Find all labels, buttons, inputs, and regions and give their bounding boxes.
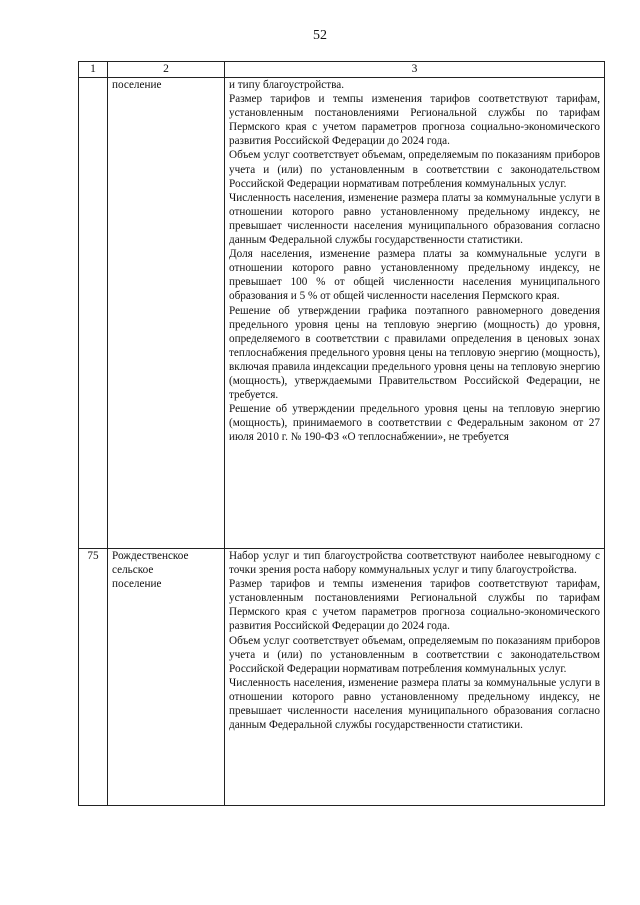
description-paragraph: Решение об утверждении графика поэтапного равномерного доведения предельного уровня цены на тепловую энергию (мощность) до уровня, определяемого в соответствии с правилами определения в ценовых зонах теплоснабжения предельного уровня цены на тепловую энергию (мощность), включая правила индексации предельного уровня цены на тепловую энергию (мощность), утверждаемыми Правительством Российской Федерации, не требуется. [229,304,600,402]
settlement-name [108,78,225,549]
settlement-name-line: поселение [112,79,162,91]
description-paragraph: Размер тарифов и темпы изменения тарифов соответствуют тарифам, установленным постановлениями Региональной службы по тарифам Пермского края с учетом параметров прогноза социально-экономического развития Российской Федерации до 2024 года. [229,578,600,633]
column-header-3: 3 [225,62,605,78]
description-paragraph: Размер тарифов и темпы изменения тарифов соответствуют тарифам, установленным постановлениями Региональной службы по тарифам Пермского края с учетом параметров прогноза социально-экономического развития Российской Федерации до 2024 года. [229,93,600,148]
column-header-2: 2 [108,62,225,78]
table-row [79,549,605,806]
table-row [79,78,605,549]
description-cell [225,78,605,549]
description-paragraph: Численность населения, изменение размера платы за коммунальные услуги в отношении которого равно установленному предельному индексу, не превышает численности населения муниципального образования согласно данным Федеральной службы государственности статистики. [229,676,600,732]
row-number [79,78,108,549]
description-paragraph: Решение об утверждении предельного уровня цены на тепловую энергию (мощность), принимаемого в соответствии с Федеральным законом от 27 июля 2010 г. № 190-ФЗ «О теплоснабжении», не требуется [229,403,600,444]
settlement-name-line: поселение [112,578,162,591]
settlement-name-line: Рождественское [112,550,189,562]
table-header-row [79,62,605,78]
page-number: 52 [313,28,327,43]
settlement-name-line: сельское [112,564,154,577]
description-paragraph: Доля населения, изменение размера платы за коммунальные услуги в отношении которого равно установленному предельному индексу, не превышает 100 % от общей численности населения муниципального образования и 5 % от общей численности населения Пермского края. [229,248,600,303]
description-paragraph: Численность населения, изменение размера платы за коммунальные услуги в отношении которого равно установленному предельному индексу, не превышает численности населения муниципального образования согласно данным Федеральной службы государственности статистики. [229,191,600,247]
description-paragraph: Набор услуг и тип благоустройства соответствуют наиболее невыгодному с точки зрения роста набору коммунальных услуг и типу благоустройства. [229,550,600,577]
column-header-1: 1 [79,62,108,78]
description-cell [225,549,605,806]
settlement-name [108,549,225,806]
description-paragraph: Объем услуг соответствует объемам, определяемым по показаниям приборов учета и (или) по установленным в соответствии с законодательством Российской Федерации нормативам потребления коммунальных услуг. [229,634,600,675]
description-paragraph: Объем услуг соответствует объемам, определяемым по показаниям приборов учета и (или) по установленным в соответствии с законодательством Российской Федерации нормативам потребления коммунальных услуг. [229,149,600,190]
document-table [78,61,605,806]
description-paragraph: и типу благоустройства. [229,79,344,91]
row-number: 75 [79,549,108,806]
